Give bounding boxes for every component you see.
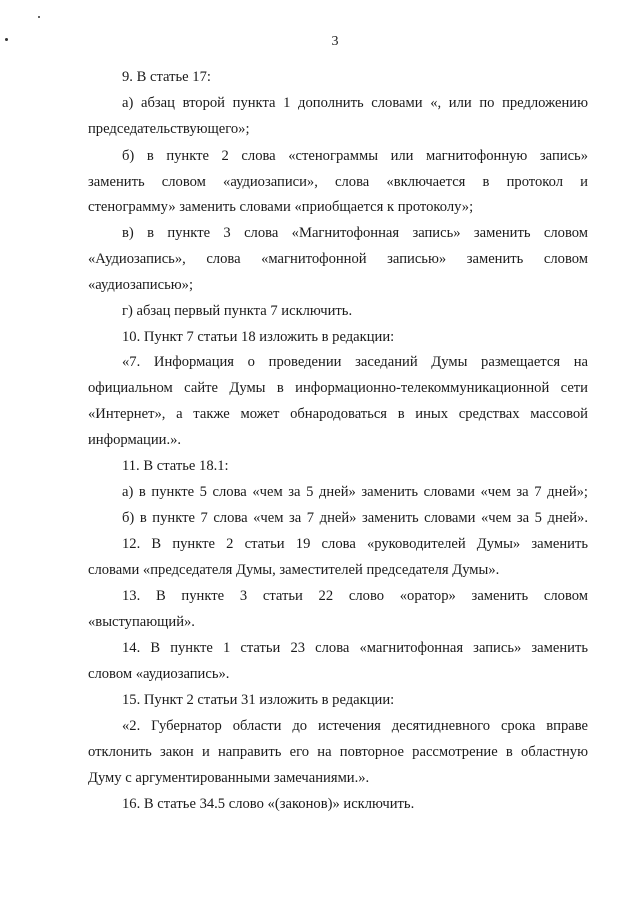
item-9c-line-2: «Аудиозапись», слова «магнитофонной записью» заменить словом [88,251,588,267]
item-9c-line-1: в) в пункте 3 слова «Магнитофонная запись» заменить словом [122,225,588,241]
item-13-line-2: «выступающий». [88,614,195,630]
item-15-quote-line-3: Думу с аргументированными замечаниями.». [88,770,370,786]
item-14-line-1: 14. В пункте 1 статьи 23 слова «магнитофонная запись» заменить [122,640,588,656]
page-number: 3 [331,34,339,49]
item-15-heading: 15. Пункт 2 статьи 31 изложить в редакции: [122,692,395,708]
item-10-quote-line-1: «7. Информация о проведении заседаний Думы размещается на [122,354,588,370]
item-15-quote-line-2: отклонить закон и направить его на повторное рассмотрение в областную [88,744,588,760]
item-9c-line-3: «аудиозаписью»; [88,277,193,293]
item-14-line-2: словом «аудиозапись». [88,666,230,682]
item-10-quote-line-3: «Интернет», а также может обнародоваться в иных средствах массовой [88,406,588,422]
item-12-line-1: 12. В пункте 2 статьи 19 слова «руководителей Думы» заменить [122,536,588,552]
item-9b-line-1: б) в пункте 2 слова «стенограммы или магнитофонную запись» [122,148,588,164]
scan-speck [38,16,40,18]
item-12-line-2: словами «председателя Думы, заместителей председателя Думы». [88,562,500,578]
item-9b-line-3: стенограмму» заменить словами «приобщается к протоколу»; [88,199,474,215]
item-10-heading: 10. Пункт 7 статьи 18 изложить в редакции: [122,329,395,345]
item-9b-line-2: заменить словом «аудиозаписи», слова «включается в протокол и [88,174,588,190]
item-11-heading: 11. В статье 18.1: [122,458,229,474]
item-9a-line-1: а) абзац второй пункта 1 дополнить словами «, или по предложению [122,95,588,111]
item-9a-line-2: председательствующего»; [88,121,250,137]
item-9d: г) абзац первый пункта 7 исключить. [122,303,353,319]
item-16: 16. В статье 34.5 слово «(законов)» исключить. [122,796,415,812]
item-11a: а) в пункте 5 слова «чем за 5 дней» заменить словами «чем за 7 дней»; [122,484,588,500]
item-9-heading: 9. В статье 17: [122,69,211,85]
item-11b: б) в пункте 7 слова «чем за 7 дней» заменить словами «чем за 5 дней». [122,510,588,526]
item-15-quote-line-1: «2. Губернатор области до истечения десятидневного срока вправе [122,718,588,734]
item-10-quote-line-2: официальном сайте Думы в информационно-телекоммуникационной сети [88,380,588,396]
item-13-line-1: 13. В пункте 3 статьи 22 слово «оратор» заменить словом [122,588,588,604]
item-10-quote-line-4: информации.». [88,432,182,448]
